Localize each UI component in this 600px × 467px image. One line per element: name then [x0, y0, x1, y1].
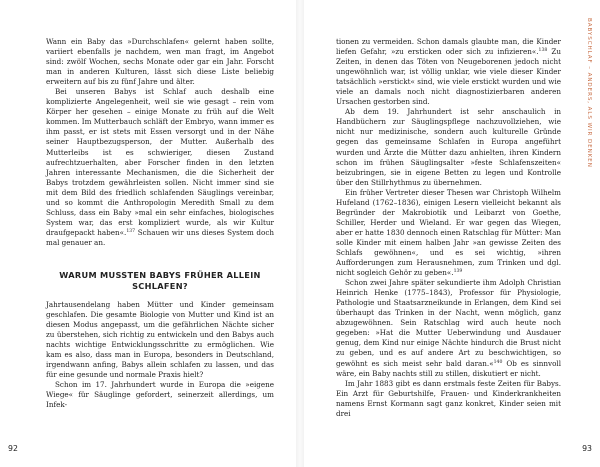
- book-gutter: [296, 0, 304, 467]
- paragraph: Jahrtausendelang haben Mütter und Kinder gemeinsam geschlafen. Die gesamte Biologie von Mutter und Kind ist an diesen Modus angepasst, um die gefährlichen Nächte sicher zu überstehen, sich richtig zu entwickeln und den Babys auch nachts wichtige Entwicklungsschritte zu ermöglichen. Wie kam es also, dass man in Europa, besonders in Deutschland, irgendwann anfing, Babys allein schlafen zu lassen, und das für eine gesunde und normale Praxis hielt?: [46, 299, 274, 380]
- paragraph: Wann ein Baby das »Durchschlafen« gelernt haben sollte, variiert ebenfalls je nachdem, wen man fragt, im Angebot sind: zwölf Wochen, sechs Monate oder gar ein Jahr. Forscht man in anderen Kulturen, lässt sich diese Liste beliebig erweitern auf bis zu fünf Jahre und älter.: [46, 37, 274, 87]
- footnote-ref: 140: [493, 359, 503, 365]
- footnote-ref: 139: [453, 269, 463, 275]
- paragraph: Im Jahr 1883 gibt es dann erstmals feste Zeiten für Babys. Ein Arzt für Geburtshilfe, Frauen- und Kinderkrankheiten namens Ernst Kormann sagt ganz konkret, Kinder seien mit drei: [336, 378, 561, 418]
- paragraph: tionen zu vermeiden. Schon damals glaubte man, die Kinder liefen Gefahr, »zu ersticken oder sich zu infizieren«.$^{138}$ Zu Zeiten, in denen das Töten von Neugeborenen jedoch nicht ungewöhnlich war, ist völlig unklar, wie viele dieser Kinder tatsächlich »erstickt« sind, wie viele erstickt wurden und wie viele an damals noch nicht diagnostizierbaren anderen Ursachen gestorben sind.: [336, 37, 561, 107]
- right-page: [304, 0, 600, 467]
- left-page: [0, 0, 296, 467]
- page-number-left: 92: [8, 444, 18, 453]
- paragraph: Bei unseren Babys ist Schlaf auch deshalb eine komplizierte Angelegenheit, weil sie wie gesagt – rein vom Körper her gesehen – einige Monate zu früh auf die Welt kommen. Im Mutterbauch schläft der Embryo, wann immer es ihm passt, er ist stets mit Essen versorgt und in der Nähe seiner Hauptbezugsperson, der Mutter. Außerhalb des Mutterleibs ist es schwieriger, diesen Zustand aufrechtzuerhalten, aber Forscher finden in den letzten Jahren interessante Mechanismen, die die Sicherheit der Babys trotzdem gewährleisten sollen. Nicht immer sind sie mit dem Bild des friedlich schlafenden Säuglings vereinbar, und so kommt die Anthropologin Meredith Small zu dem Schluss, dass ein Baby »mal ein sehr einfaches, biologisches System war, das erst kompliziert wurde, als wir Kultur draufgepackt haben«.$^{137}$ Schauen wir uns dieses System doch mal genauer an.: [46, 87, 274, 247]
- paragraph: Ab dem 19. Jahrhundert ist sehr anschaulich in Handbüchern zur Säuglingspflege nachzuvollziehen, wie nicht nur medizinische, sondern auch kulturelle Gründe gegen das gemeinsame Schlafen in Europa angeführt wurden und Ärzte die Mütter dazu anhielten, ihren Kindern schon im frühen Säuglingsalter »feste Schlafenszeiten« beizubringen, sie in eigene Betten zu legen und Kontrolle über den Stillrhythmus zu übernehmen.: [336, 107, 561, 187]
- paragraph: Schon im 17. Jahrhundert wurde in Europa die »eigene Wiege« für Säuglinge gefordert, seinerzeit allerdings, um Infek-: [46, 380, 274, 410]
- paragraph: Ein früher Vertreter dieser Thesen war Christoph Wilhelm Hufeland (1762–1836), einigen Lesern vielleicht bekannt als Begründer der Makrobiotik und Leibarzt von Goethe, Schiller, Herder und Wieland. Er war gegen das Wiegen, aber er hatte 1830 dennoch einen Ratschlag für Mütter: Man solle Kinder mit einem halben Jahr »an gewisse Zeiten des Schlafs gewöhnen«, und es sei wichtig, »ihren Aufforderungen zum Herausnehmen, zum Trinken und dgl. nicht sogleich Gehör zu geben«.$^{139}$: [336, 187, 561, 278]
- footnote-ref: 137: [126, 228, 136, 234]
- footnote-ref: 138: [538, 48, 548, 54]
- paragraph: Schon zwei Jahre später sekundierte ihm Adolph Christian Heinrich Henke (1775–1843), Professor für Physiologie, Pathologie und Staatsarzneikunde in Erlangen, dem Kind sei überhaupt das Trinken in der Nacht, wenn möglich, ganz abzugewöhnen. Sein Ratschlag wird auch heute noch gegeben: »Hat die Mutter Ueberwindung und Ausdauer genug, dem Kind nur einige Nächte hindurch die Brust nicht zu geben, und es auf andere Art zu beschwichtigen, so gewöhnt es sich meist sehr bald daran.«$^{140}$ Ob es sinnvoll wäre, ein Baby nachts still zu stillen, diskutiert er nicht.: [336, 278, 561, 378]
- left-body-text: [46, 37, 274, 411]
- page-number-right: 93: [582, 444, 592, 453]
- running-header: BABYSCHLAF – ANDERS, ALS WIR DENKEN: [586, 18, 592, 168]
- right-body-text: [336, 37, 561, 419]
- section-heading: WARUM MUSSTEN BABYS FRÜHER ALLEIN SCHLAFEN?: [59, 269, 261, 291]
